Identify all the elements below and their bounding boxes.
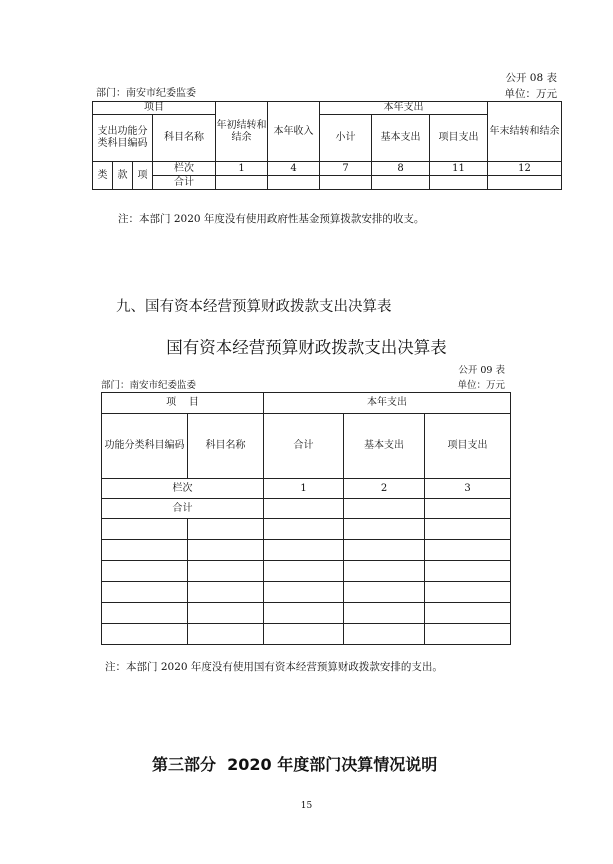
- empty-cell: [264, 499, 344, 519]
- header-expenditure: 本年支出: [320, 102, 488, 115]
- header-subject-name: 科目名称: [188, 414, 264, 479]
- table09-code: 公开 09 表: [458, 365, 505, 376]
- header-basic: 基本支出: [372, 115, 430, 162]
- page-number: 15: [300, 801, 313, 811]
- empty-cell: [268, 176, 320, 190]
- table08-code: 公开 08 表: [505, 72, 557, 84]
- header-subtotal: 小计: [320, 115, 372, 162]
- header-func-class-code: 支出功能分类科目编码: [93, 115, 153, 162]
- table09: [101, 392, 511, 645]
- table08-unit: 单位：万元: [504, 88, 557, 100]
- table-row: [102, 561, 511, 582]
- empty-cell: [425, 499, 511, 519]
- header-project-exp: 项目支出: [430, 115, 488, 162]
- header-kuan: 款: [113, 162, 133, 190]
- empty-cell: [320, 176, 372, 190]
- column-number: 1: [216, 162, 268, 176]
- empty-cell: [430, 176, 488, 190]
- empty-cell: [488, 176, 562, 190]
- total-label: 合计: [153, 176, 216, 190]
- header-beginning-balance: 年初结转和结余: [216, 102, 268, 162]
- empty-cell: [372, 176, 430, 190]
- header-lei: 类: [93, 162, 113, 190]
- column-number: 1: [264, 479, 344, 499]
- column-number: 8: [372, 162, 430, 176]
- header-project-exp: 项目支出: [425, 414, 511, 479]
- empty-cell: [344, 499, 425, 519]
- table-row: [102, 624, 511, 645]
- section-title: 九、国有资本经营预算财政拨款支出决算表: [116, 299, 392, 315]
- column-number: 3: [425, 479, 511, 499]
- table09-department: 部门：南安市纪委监委: [101, 380, 197, 391]
- header-total: 合计: [264, 414, 344, 479]
- table-row: [102, 603, 511, 624]
- header-project: 项目: [93, 102, 216, 115]
- column-number: 11: [430, 162, 488, 176]
- column-order-label: 栏次: [102, 479, 264, 499]
- column-number: 2: [344, 479, 425, 499]
- header-income: 本年收入: [268, 102, 320, 162]
- header-basic: 基本支出: [344, 414, 425, 479]
- table08: [92, 101, 562, 190]
- table08-department: 部门：南安市纪委监委: [96, 88, 196, 99]
- column-number: 12: [488, 162, 562, 176]
- header-subject-name: 科目名称: [153, 115, 216, 162]
- column-order-label: 栏次: [153, 162, 216, 176]
- header-ending-balance: 年末结转和结余: [488, 102, 562, 162]
- table08-note: 注：本部门 2020 年度没有使用政府性基金预算拨款安排的收支。: [118, 213, 425, 225]
- table09-title: 国有资本经营预算财政拨款支出决算表: [166, 338, 447, 357]
- header-func-class-code: 功能分类科目编码: [102, 414, 188, 479]
- header-project: 项 目: [102, 393, 264, 414]
- empty-cell: [216, 176, 268, 190]
- total-label: 合计: [102, 499, 264, 519]
- table-row: [102, 519, 511, 540]
- header-xiang: 项: [133, 162, 153, 190]
- part-title: 第三部分 2020 年度部门决算情况说明: [152, 755, 438, 774]
- header-expenditure: 本年支出: [264, 393, 511, 414]
- column-number: 4: [268, 162, 320, 176]
- column-number: 7: [320, 162, 372, 176]
- table09-unit: 单位：万元: [457, 380, 505, 391]
- table-row: [102, 582, 511, 603]
- table09-note: 注：本部门 2020 年度没有使用国有资本经营预算财政拨款安排的支出。: [105, 661, 443, 673]
- table-row: [102, 540, 511, 561]
